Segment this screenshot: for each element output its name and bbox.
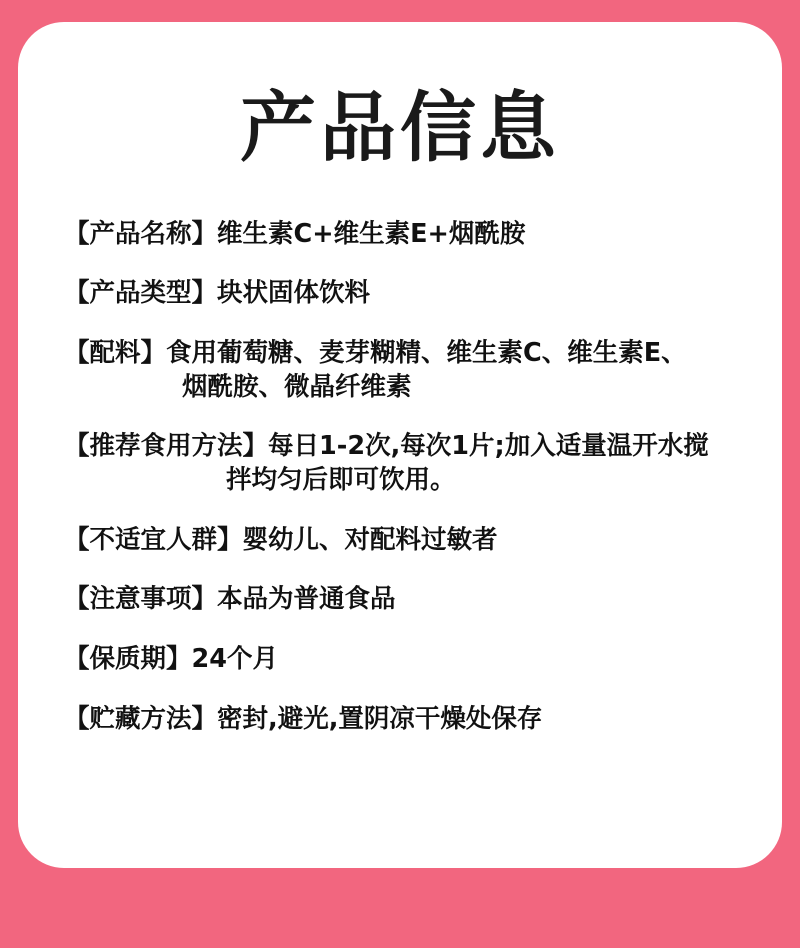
info-row-product-type xyxy=(62,277,738,311)
page-title: 产品信息 xyxy=(240,83,560,172)
info-row-notice xyxy=(62,583,738,617)
info-row-storage xyxy=(62,703,738,737)
info-row-line1: 【推荐食用方法】每日1-2次,每次1片;加入适量温开水搅 xyxy=(64,431,709,462)
info-row-line1: 【产品名称】维生素C+维生素E+烟酰胺 xyxy=(64,218,526,249)
info-row-line1: 【配料】食用葡萄糖、麦芽糊精、维生素C、维生素E、 xyxy=(64,338,687,369)
info-row-line1: 【不适宜人群】婴幼儿、对配料过敏者 xyxy=(64,524,498,555)
info-row-ingredients xyxy=(62,337,738,404)
info-row-line1: 【产品类型】块状固体饮料 xyxy=(64,278,371,309)
info-row-recommended-usage xyxy=(62,430,738,497)
info-row-line2: 烟酰胺、微晶纤维素 xyxy=(182,371,412,402)
info-row-unsuitable-group xyxy=(62,524,738,558)
info-row-line1: 【贮藏方法】密封,避光,置阴凉干燥处保存 xyxy=(64,703,543,734)
info-row-line1: 【保质期】24个月 xyxy=(64,644,278,675)
info-row-line2: 拌均匀后即可饮用。 xyxy=(226,465,456,496)
info-row-shelf-life xyxy=(62,643,738,677)
product-info-list xyxy=(62,218,738,737)
info-row-product-name xyxy=(62,218,738,252)
info-row-line1: 【注意事项】本品为普通食品 xyxy=(64,584,396,615)
info-card xyxy=(18,22,782,868)
